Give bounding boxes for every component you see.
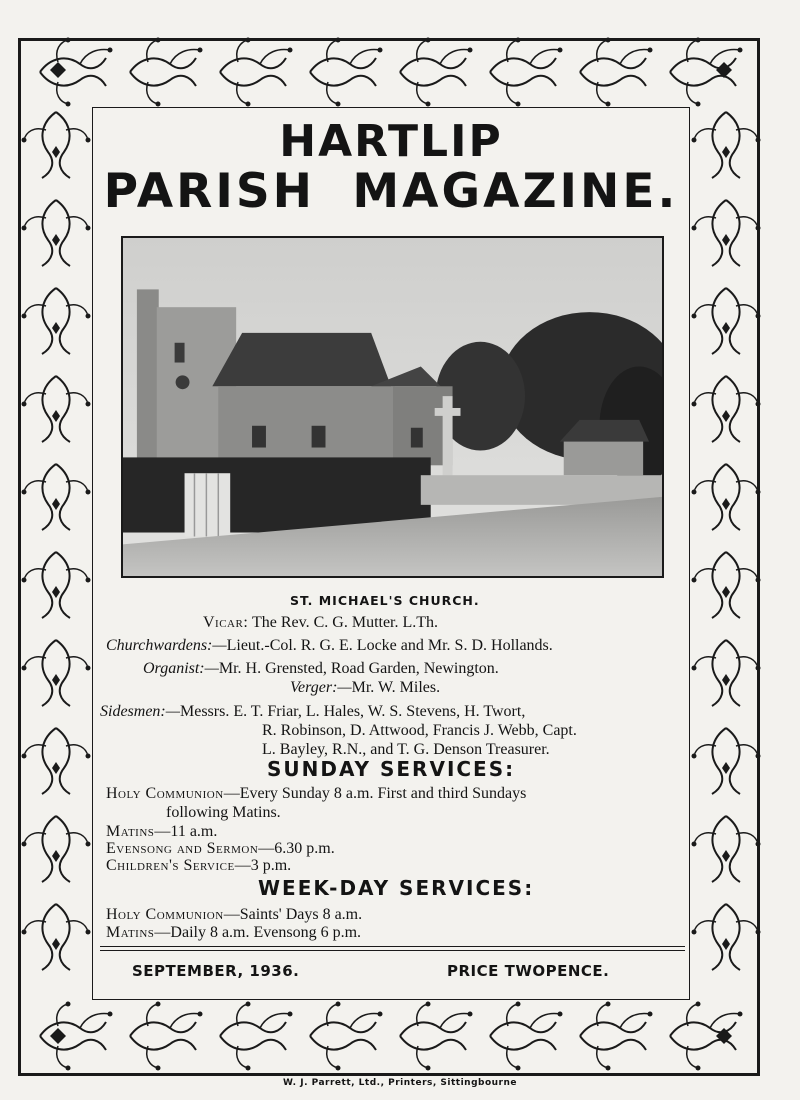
- photo-caption: ST. MICHAEL'S CHURCH.: [290, 593, 480, 608]
- sunday-evensong-line: [106, 840, 335, 858]
- sunday-evensong-value: —6.30 p.m.: [258, 840, 335, 857]
- sunday-matins-line: [106, 823, 217, 841]
- masthead-line-1: HARTLIP: [279, 116, 503, 167]
- sidesmen-label: Sidesmen:—: [100, 703, 180, 720]
- weekday-hc-label: Holy Communion: [106, 906, 224, 923]
- sunday-childrens-service-line: [106, 857, 291, 875]
- verger-value: Mr. W. Miles.: [351, 679, 441, 696]
- vicar-line: [203, 614, 438, 632]
- sidesmen-line-1: [100, 703, 525, 721]
- churchwardens-label: Churchwardens:—: [106, 637, 227, 654]
- issue-date: SEPTEMBER, 1936.: [132, 962, 300, 980]
- footer-rule-top: [100, 946, 685, 947]
- sunday-children-value: —3 p.m.: [234, 857, 292, 874]
- sunday-hc-value: —Every Sunday 8 a.m. First and third Sundays: [223, 785, 527, 802]
- printer-imprint: W. J. Parrett, Ltd., Printers, Sittingbourne: [282, 1078, 518, 1088]
- sunday-services-heading: SUNDAY SERVICES:: [267, 757, 516, 781]
- vicar-label: Vicar:: [203, 614, 249, 631]
- churchwardens-line: [106, 637, 553, 655]
- weekday-matins-value: —Daily 8 a.m. Evensong 6 p.m.: [154, 924, 362, 941]
- masthead-line-2: PARISH MAGAZINE.: [103, 164, 679, 219]
- issue-price: PRICE TWOPENCE.: [447, 962, 610, 980]
- sunday-holy-communion-line-2: following Matins.: [166, 804, 281, 821]
- verger-label: Verger:—: [290, 679, 352, 696]
- verger-line: [290, 679, 440, 697]
- weekday-hc-value: —Saints' Days 8 a.m.: [223, 906, 363, 923]
- sidesmen-line-3: L. Bayley, R.N., and T. G. Denson Treasurer.: [262, 741, 550, 758]
- sunday-children-label: Children's Service: [106, 857, 235, 874]
- sunday-holy-communion-line: [106, 785, 526, 803]
- weekday-services-heading: WEEK-DAY SERVICES:: [258, 876, 535, 900]
- organist-label: Organist:—: [143, 660, 219, 677]
- vicar-value: The Rev. C. G. Mutter. L.Th.: [252, 614, 439, 631]
- organist-line: [143, 660, 499, 678]
- weekday-matins-line: [106, 924, 361, 942]
- sunday-evensong-label: Evensong and Sermon: [106, 840, 259, 857]
- organist-value: Mr. H. Grensted, Road Garden, Newington.: [218, 660, 499, 677]
- sidesmen-line-2: R. Robinson, D. Attwood, Francis J. Webb, Capt.: [262, 722, 577, 739]
- churchwardens-value: Lieut.-Col. R. G. E. Locke and Mr. S. D. Hollands.: [226, 637, 553, 654]
- church-photograph: [121, 236, 664, 578]
- footer-rule-top-2: [100, 950, 685, 951]
- sidesmen-value-1: Messrs. E. T. Friar, L. Hales, W. S. Stevens, H. Twort,: [179, 703, 526, 720]
- sunday-matins-value: —11 a.m.: [154, 823, 218, 840]
- weekday-holy-communion-line: [106, 906, 362, 924]
- weekday-matins-label: Matins: [106, 924, 155, 941]
- sunday-hc-label: Holy Communion: [106, 785, 224, 802]
- sunday-matins-label: Matins: [106, 823, 155, 840]
